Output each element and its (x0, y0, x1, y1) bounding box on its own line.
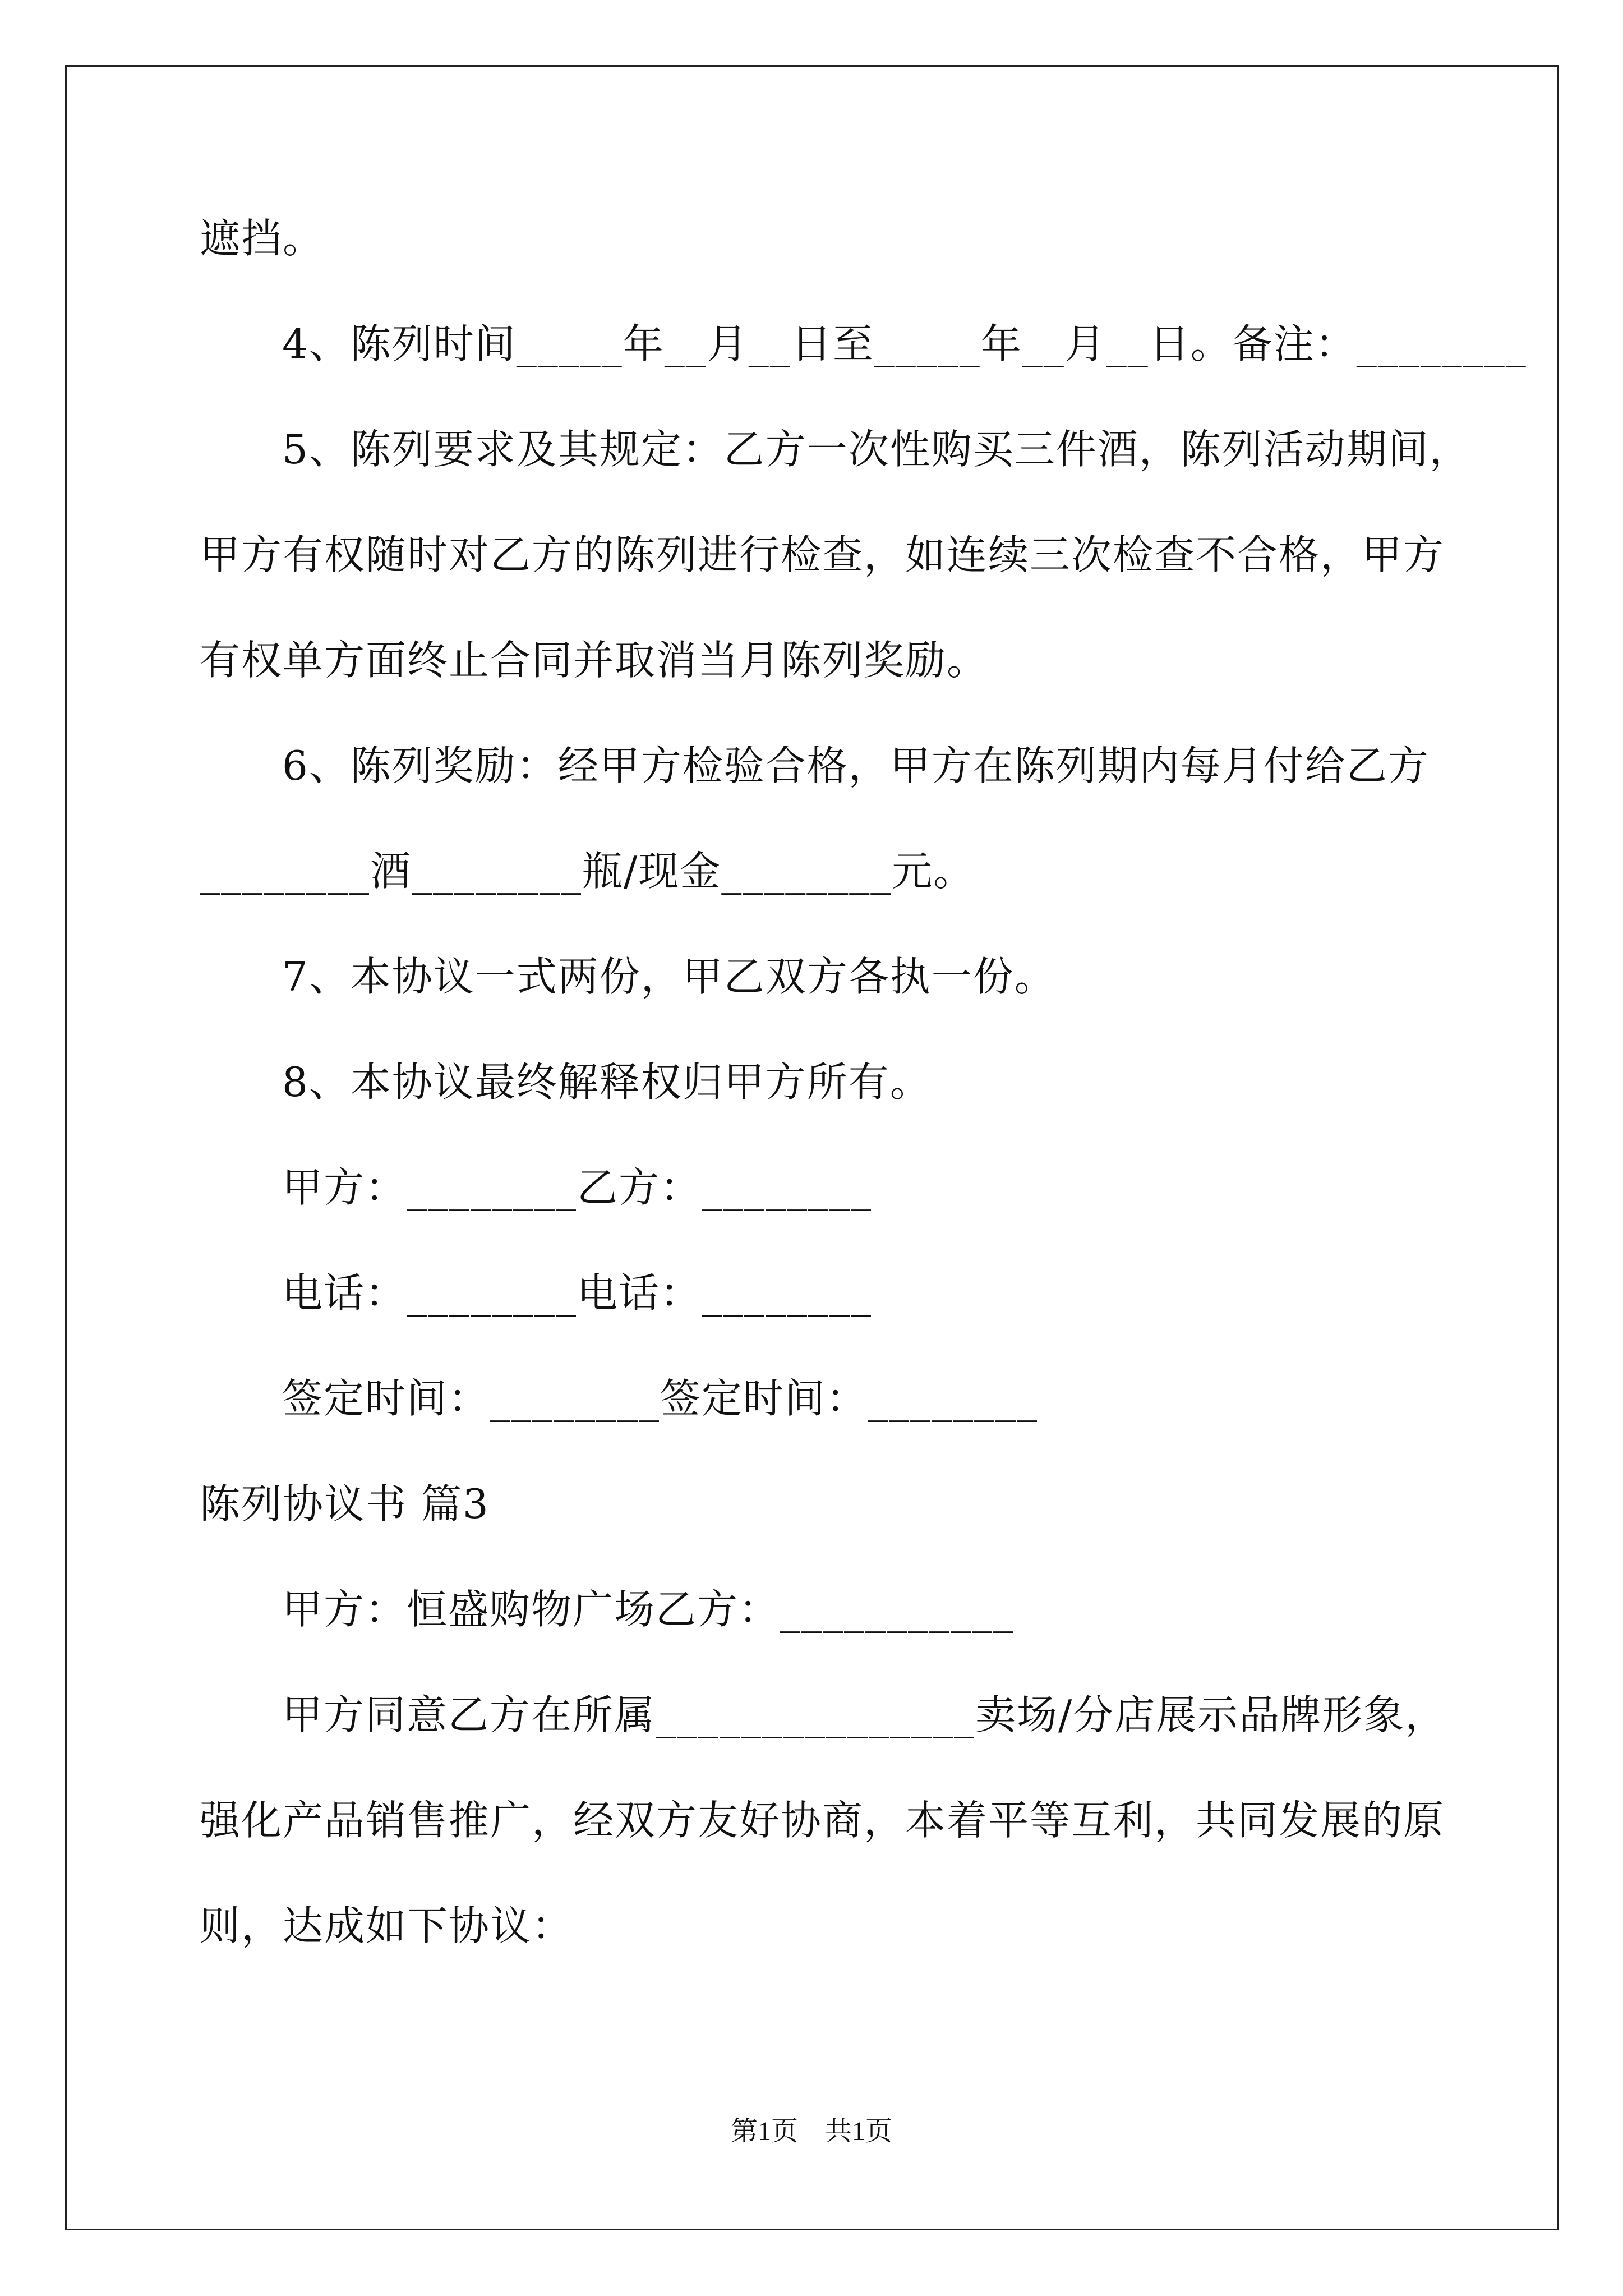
text-line: 强化产品销售推广，经双方友好协商，本着平等互利，共同发展的原 (200, 1797, 1445, 1844)
text-line: 有权单方面终止合同并取消当月陈列奖励。 (200, 637, 989, 684)
text-line: 甲方同意乙方在所属_______________卖场/分店展示品牌形象， (282, 1691, 1447, 1738)
text-line: 5、陈列要求及其规定：乙方一次性购买三件酒，陈列活动期间， (282, 426, 1471, 473)
phone-line: 电话：________电话：________ (282, 1269, 873, 1317)
text-line: ________酒________瓶/现金________元。 (200, 848, 975, 895)
signing-date-line: 签定时间：________签定时间：________ (282, 1375, 1039, 1422)
page-number: 第1页 共1页 (730, 2116, 892, 2146)
text-line: 4、陈列时间_____年__月__日至_____年__月__日。备注：________ (282, 320, 1527, 367)
text-line: 则，达成如下协议： (200, 1902, 574, 1949)
section-heading: 陈列协议书 篇3 (200, 1480, 490, 1527)
text-line: 7、本协议一式两份，甲乙双方各执一份。 (282, 953, 1056, 1000)
text-line: 6、陈列奖励：经甲方检验合格，甲方在陈列期内每月付给乙方 (282, 742, 1430, 789)
party-line: 甲方：恒盛购物广场乙方：___________ (282, 1586, 1015, 1633)
text-line: 8、本协议最终解释权归甲方所有。 (282, 1059, 932, 1106)
party-line: 甲方：________乙方：________ (282, 1164, 873, 1211)
text-line: 甲方有权随时对乙方的陈列进行检查，如连续三次检查不合格，甲方 (200, 531, 1445, 578)
text-line: 遮挡。 (200, 215, 325, 262)
